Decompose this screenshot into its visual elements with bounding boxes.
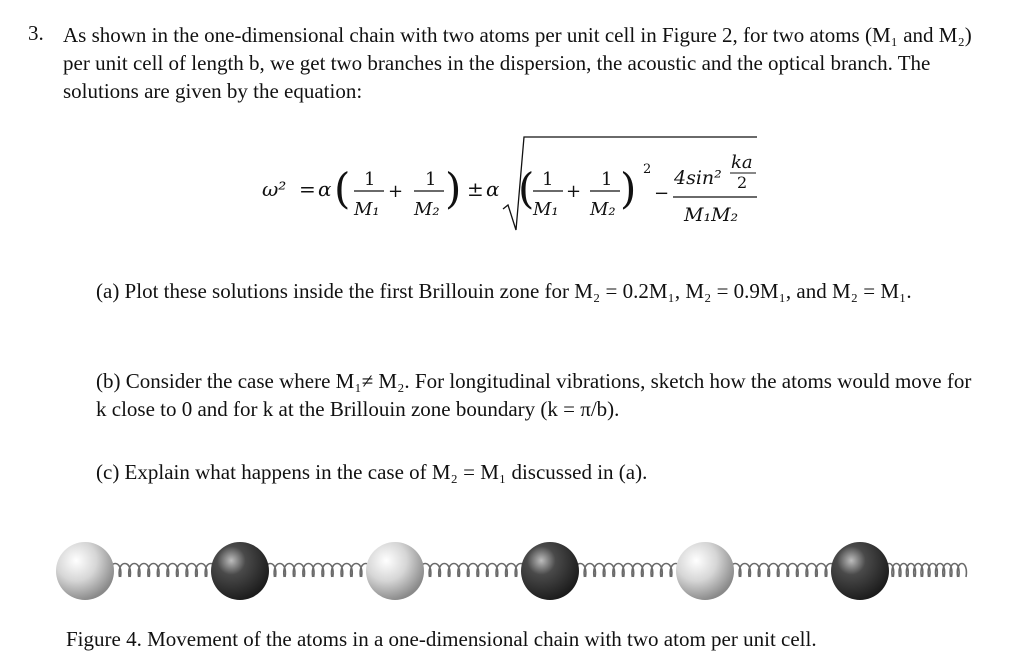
plus-sign-1: +	[388, 181, 404, 202]
light-atom-3	[366, 542, 424, 600]
atom-chain-figure	[40, 536, 970, 606]
part-c-text: (c) Explain what happens in the case of M₂ = M₁ discussed in (a).	[96, 460, 648, 484]
dark-atom-2	[211, 542, 269, 600]
frac2-num: 1	[425, 169, 437, 190]
part-a-text: (a) Plot these solutions inside the first Brillouin zone for M₂ = 0.2M₁, M₂ = 0.9M₁, and M₂ = M₁.	[96, 279, 912, 303]
sine-coefficient: 4sin²	[674, 167, 722, 189]
plus-sign-2: +	[566, 181, 582, 202]
mass-product: M₁M₂	[684, 204, 739, 226]
exponent-two: 2	[643, 162, 652, 177]
ka-numerator: ka	[731, 152, 753, 173]
alpha-symbol-1: α	[318, 177, 332, 201]
spring-4	[575, 564, 682, 578]
frac4-den: M₂	[590, 199, 616, 220]
question-number: 3.	[28, 21, 44, 45]
minus-sign: −	[654, 183, 670, 204]
plus-minus-sign: ±	[467, 177, 484, 201]
paren-close-1: )	[445, 164, 462, 213]
spring-3	[420, 564, 527, 578]
frac1-den: M₁	[354, 199, 380, 220]
part-b-text: (b) Consider the case where M₁≠ M₂. For longitudinal vibrations, sketch how the atoms would move for k close to 0 and for k at the Brillouin zone boundary (k = π/b).	[96, 369, 972, 421]
question-text: As shown in the one-dimensional chain with two atoms per unit cell in Figure 2, for two atoms (M₁ and M₂) per unit cell of length b, we get two branches in the dispersion, the acoustic and the optical branch. The solutions are given by the equation:	[63, 23, 972, 103]
light-atom-5	[676, 542, 734, 600]
dark-atom-4	[521, 542, 579, 600]
spring-2	[265, 564, 372, 578]
frac1-num: 1	[364, 169, 376, 190]
frac3-num: 1	[542, 169, 554, 190]
frac4-num: 1	[601, 169, 613, 190]
light-atom-1	[56, 542, 114, 600]
figure-caption: Figure 4. Movement of the atoms in a one-dimensional chain with two atom per unit cell.	[66, 627, 817, 651]
spring-6	[885, 564, 967, 578]
paren-close-2: )	[620, 164, 637, 213]
paren-open-1: (	[334, 164, 351, 213]
alpha-symbol-2: α	[486, 177, 500, 201]
spring-1	[110, 564, 217, 578]
paren-open-2: (	[518, 164, 535, 213]
spring-5	[730, 564, 837, 578]
dispersion-equation	[0, 125, 780, 240]
equals-sign: =	[299, 177, 316, 201]
omega-squared: ω²	[262, 177, 287, 201]
ka-denominator: 2	[737, 173, 748, 192]
frac3-den: M₁	[533, 199, 559, 220]
dark-atom-6	[831, 542, 889, 600]
frac2-den: M₂	[414, 199, 440, 220]
